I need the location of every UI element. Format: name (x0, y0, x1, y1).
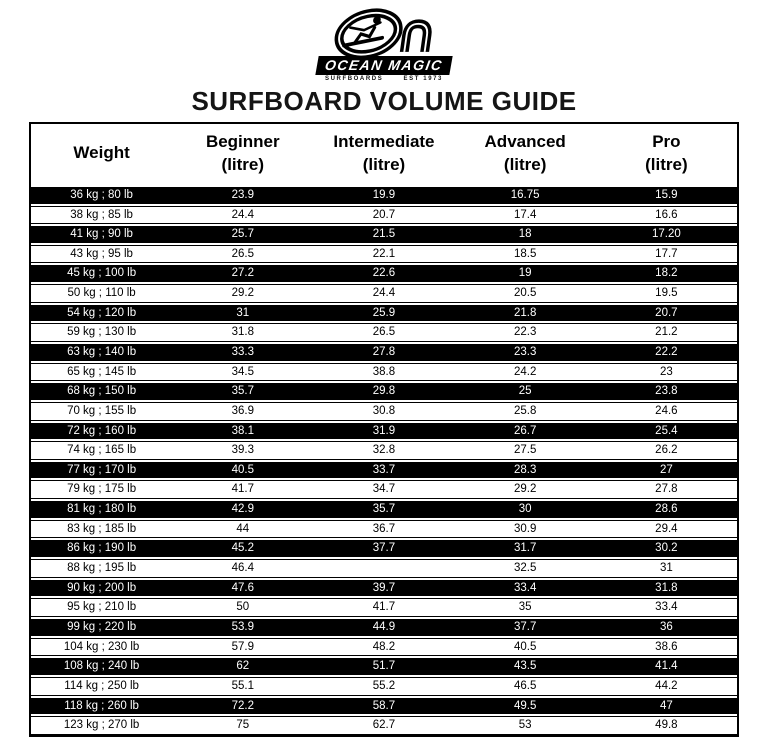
table-row (31, 402, 737, 421)
volume-value-cell: 36.9 (172, 402, 313, 421)
weight-cell: 95 kg ; 210 lb (31, 598, 172, 617)
volume-value-cell: 27.2 (172, 263, 313, 284)
volume-value-cell: 25.8 (455, 402, 596, 421)
table-row (31, 206, 737, 225)
volume-value-cell: 31 (172, 303, 313, 324)
volume-value-cell: 50 (172, 598, 313, 617)
weight-cell: 74 kg ; 165 lb (31, 441, 172, 460)
weight-cell: 72 kg ; 160 lb (31, 421, 172, 442)
volume-value-cell: 38.8 (313, 363, 454, 382)
weight-cell: 79 kg ; 175 lb (31, 480, 172, 499)
weight-cell: 86 kg ; 190 lb (31, 538, 172, 559)
ocean-magic-monogram-icon (320, 6, 448, 62)
volume-value-cell: 32.8 (313, 441, 454, 460)
weight-cell: 83 kg ; 185 lb (31, 520, 172, 539)
table-row (31, 598, 737, 617)
volume-value-cell: 24.6 (596, 402, 737, 421)
volume-value-cell: 33.4 (596, 598, 737, 617)
volume-value-cell: 44.2 (596, 677, 737, 696)
volume-value-cell: 27 (596, 460, 737, 481)
volume-value-cell: 35 (455, 598, 596, 617)
volume-value-cell: 20.7 (596, 303, 737, 324)
volume-value-cell: 27.8 (313, 342, 454, 363)
table-row (31, 245, 737, 264)
weight-cell: 45 kg ; 100 lb (31, 263, 172, 284)
weight-cell: 108 kg ; 240 lb (31, 656, 172, 677)
logo (0, 6, 768, 82)
volume-value-cell: 58.7 (313, 696, 454, 717)
volume-value-cell: 33.4 (455, 578, 596, 599)
volume-value-cell: 15.9 (596, 185, 737, 206)
volume-value-cell: 75 (172, 716, 313, 735)
volume-value-cell: 39.3 (172, 441, 313, 460)
volume-value-cell: 44.9 (313, 617, 454, 638)
volume-value-cell: 37.7 (455, 617, 596, 638)
volume-value-cell: 16.6 (596, 206, 737, 225)
volume-value-cell: 30.8 (313, 402, 454, 421)
logo-subtext-left: SURFBOARDS (325, 76, 384, 82)
table-row (31, 381, 737, 402)
volume-value-cell: 43.5 (455, 656, 596, 677)
volume-value-cell: 35.7 (313, 499, 454, 520)
volume-value-cell: 38.1 (172, 421, 313, 442)
volume-value-cell: 34.7 (313, 480, 454, 499)
volume-value-cell: 24.4 (172, 206, 313, 225)
volume-value-cell: 25.7 (172, 224, 313, 245)
volume-value-cell: 19.5 (596, 284, 737, 303)
volume-value-cell: 26.5 (313, 323, 454, 342)
volume-value-cell: 49.8 (596, 716, 737, 735)
volume-value-cell: 37.7 (313, 538, 454, 559)
brand-name: OCEAN MAGIC (323, 57, 445, 73)
volume-value-cell: 32.5 (455, 559, 596, 578)
volume-value-cell: 30.2 (596, 538, 737, 559)
volume-value-cell: 25 (455, 381, 596, 402)
volume-value-cell: 53.9 (172, 617, 313, 638)
table-row (31, 323, 737, 342)
volume-value-cell: 55.1 (172, 677, 313, 696)
weight-cell: 43 kg ; 95 lb (31, 245, 172, 264)
volume-value-cell: 26.7 (455, 421, 596, 442)
volume-value-cell: 47 (596, 696, 737, 717)
page-title: SURFBOARD VOLUME GUIDE (191, 86, 577, 116)
volume-value-cell: 18.5 (455, 245, 596, 264)
table-row (31, 421, 737, 442)
volume-value-cell: 18.2 (596, 263, 737, 284)
table-row (31, 224, 737, 245)
weight-cell: 38 kg ; 85 lb (31, 206, 172, 225)
volume-value-cell: 72.2 (172, 696, 313, 717)
volume-value-cell: 30 (455, 499, 596, 520)
volume-value-cell: 28.6 (596, 499, 737, 520)
volume-value-cell: 53 (455, 716, 596, 735)
volume-value-cell: 17.7 (596, 245, 737, 264)
table-row (31, 185, 737, 206)
logo-banner (316, 56, 453, 75)
volume-value-cell: 36 (596, 617, 737, 638)
weight-cell: 123 kg ; 270 lb (31, 716, 172, 735)
volume-value-cell: 26.5 (172, 245, 313, 264)
col-header-weight: Weight (31, 124, 172, 185)
volume-value-cell: 20.5 (455, 284, 596, 303)
weight-cell: 65 kg ; 145 lb (31, 363, 172, 382)
volume-value-cell: 23.3 (455, 342, 596, 363)
volume-value-cell: 23 (596, 363, 737, 382)
weight-cell: 90 kg ; 200 lb (31, 578, 172, 599)
volume-value-cell: 27.8 (596, 480, 737, 499)
table-row (31, 363, 737, 382)
volume-value-cell: 49.5 (455, 696, 596, 717)
table-row (31, 263, 737, 284)
table-row (31, 342, 737, 363)
table-body (31, 185, 737, 735)
table-row (31, 303, 737, 324)
volume-value-cell: 41.7 (313, 598, 454, 617)
volume-table (29, 122, 739, 737)
volume-value-cell: 44 (172, 520, 313, 539)
volume-value-cell: 34.5 (172, 363, 313, 382)
volume-value-cell: 29.2 (455, 480, 596, 499)
weight-cell: 99 kg ; 220 lb (31, 617, 172, 638)
weight-cell: 114 kg ; 250 lb (31, 677, 172, 696)
volume-value-cell: 46.4 (172, 559, 313, 578)
table-row (31, 559, 737, 578)
col-header-beginner: Beginner (litre) (172, 124, 313, 185)
volume-value-cell: 36.7 (313, 520, 454, 539)
volume-value-cell (313, 559, 454, 578)
volume-value-cell: 21.5 (313, 224, 454, 245)
volume-value-cell: 22.3 (455, 323, 596, 342)
volume-value-cell: 21.8 (455, 303, 596, 324)
volume-value-cell: 26.2 (596, 441, 737, 460)
col-header-pro: Pro (litre) (596, 124, 737, 185)
volume-value-cell: 23.9 (172, 185, 313, 206)
weight-cell: 88 kg ; 195 lb (31, 559, 172, 578)
volume-value-cell: 16.75 (455, 185, 596, 206)
volume-value-cell: 35.7 (172, 381, 313, 402)
volume-value-cell: 30.9 (455, 520, 596, 539)
volume-value-cell: 31 (596, 559, 737, 578)
weight-cell: 81 kg ; 180 lb (31, 499, 172, 520)
volume-value-cell: 22.1 (313, 245, 454, 264)
volume-value-cell: 31.7 (455, 538, 596, 559)
volume-value-cell: 46.5 (455, 677, 596, 696)
table-row (31, 499, 737, 520)
volume-value-cell: 17.4 (455, 206, 596, 225)
volume-value-cell: 25.9 (313, 303, 454, 324)
table-row (31, 578, 737, 599)
logo-subtext (325, 76, 443, 82)
weight-cell: 104 kg ; 230 lb (31, 638, 172, 657)
volume-value-cell: 28.3 (455, 460, 596, 481)
volume-value-cell: 41.4 (596, 656, 737, 677)
volume-value-cell: 33.3 (172, 342, 313, 363)
table-row (31, 696, 737, 717)
volume-value-cell: 31.8 (596, 578, 737, 599)
volume-value-cell: 29.2 (172, 284, 313, 303)
table-row (31, 677, 737, 696)
volume-value-cell: 47.6 (172, 578, 313, 599)
weight-cell: 41 kg ; 90 lb (31, 224, 172, 245)
table-row (31, 656, 737, 677)
volume-value-cell: 31.9 (313, 421, 454, 442)
table-row (31, 441, 737, 460)
volume-value-cell: 40.5 (455, 638, 596, 657)
volume-value-cell: 24.2 (455, 363, 596, 382)
volume-value-cell: 29.8 (313, 381, 454, 402)
header-row (31, 124, 737, 185)
volume-value-cell: 24.4 (313, 284, 454, 303)
volume-value-cell: 57.9 (172, 638, 313, 657)
volume-value-cell: 62 (172, 656, 313, 677)
weight-cell: 118 kg ; 260 lb (31, 696, 172, 717)
volume-value-cell: 19.9 (313, 185, 454, 206)
volume-value-cell: 23.8 (596, 381, 737, 402)
weight-cell: 59 kg ; 130 lb (31, 323, 172, 342)
weight-cell: 77 kg ; 170 lb (31, 460, 172, 481)
weight-cell: 63 kg ; 140 lb (31, 342, 172, 363)
volume-table-holder (29, 122, 739, 737)
volume-value-cell: 42.9 (172, 499, 313, 520)
volume-value-cell: 31.8 (172, 323, 313, 342)
volume-value-cell: 29.4 (596, 520, 737, 539)
volume-value-cell: 20.7 (313, 206, 454, 225)
weight-cell: 70 kg ; 155 lb (31, 402, 172, 421)
table-row (31, 480, 737, 499)
volume-value-cell: 51.7 (313, 656, 454, 677)
table-row (31, 716, 737, 735)
table-row (31, 638, 737, 657)
logo-subtext-right: EST 1973 (403, 76, 443, 82)
table-header (31, 124, 737, 185)
volume-value-cell: 45.2 (172, 538, 313, 559)
volume-value-cell: 62.7 (313, 716, 454, 735)
volume-value-cell: 19 (455, 263, 596, 284)
table-row (31, 520, 737, 539)
volume-value-cell: 22.6 (313, 263, 454, 284)
volume-value-cell: 40.5 (172, 460, 313, 481)
weight-cell: 50 kg ; 110 lb (31, 284, 172, 303)
table-row (31, 460, 737, 481)
weight-cell: 54 kg ; 120 lb (31, 303, 172, 324)
volume-value-cell: 18 (455, 224, 596, 245)
volume-value-cell: 21.2 (596, 323, 737, 342)
volume-value-cell: 38.6 (596, 638, 737, 657)
table-row (31, 617, 737, 638)
table-row (31, 538, 737, 559)
volume-value-cell: 55.2 (313, 677, 454, 696)
weight-cell: 68 kg ; 150 lb (31, 381, 172, 402)
col-header-intermediate: Intermediate (litre) (313, 124, 454, 185)
volume-value-cell: 25.4 (596, 421, 737, 442)
volume-value-cell: 41.7 (172, 480, 313, 499)
volume-value-cell: 48.2 (313, 638, 454, 657)
volume-value-cell: 39.7 (313, 578, 454, 599)
volume-value-cell: 17.20 (596, 224, 737, 245)
volume-value-cell: 22.2 (596, 342, 737, 363)
volume-value-cell: 33.7 (313, 460, 454, 481)
volume-value-cell: 27.5 (455, 441, 596, 460)
col-header-advanced: Advanced (litre) (455, 124, 596, 185)
weight-cell: 36 kg ; 80 lb (31, 185, 172, 206)
table-row (31, 284, 737, 303)
